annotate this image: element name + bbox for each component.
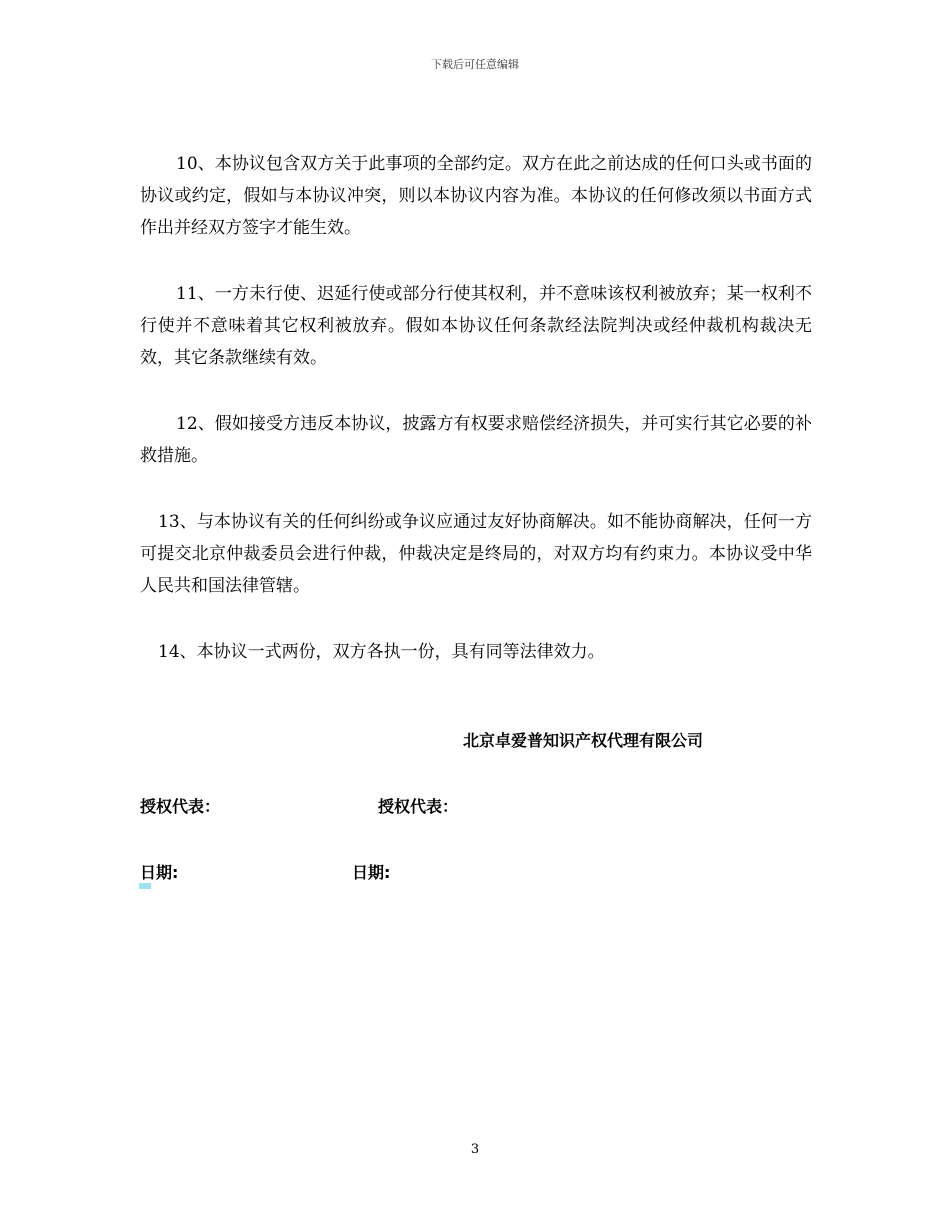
clause-10: 10、本协议包含双方关于此事项的全部约定。双方在此之前达成的任何口头或书面的协议或约定，假如与本协议冲突，则以本协议内容为准。本协议的任何修改须以书面方式作出并经双方签字才能生效。	[140, 154, 812, 238]
company-name: 北京卓爱普知识产权代理有限公司	[463, 731, 704, 750]
text-cursor-highlight[interactable]	[139, 883, 151, 889]
agreement-clauses	[140, 148, 812, 702]
clause-11: 11、一方未行使、迟延行使或部分行使其权利，并不意味该权利被放弃；某一权利不行使并不意味着其它权利被放弃。假如本协议任何条款经法院判决或经仲裁机构裁决无效，其它条款继续有效。	[140, 284, 812, 368]
authorized-rep-label-right: 授权代表：	[378, 797, 459, 816]
header-note: 下载后可任意编辑	[431, 58, 519, 71]
clause-14: 14、本协议一式两份，双方各执一份，具有同等法律效力。	[158, 642, 605, 662]
authorized-rep-label-left: 授权代表：	[140, 797, 221, 816]
page-number: 3	[470, 1142, 480, 1157]
date-label-left: 日期:	[140, 863, 179, 882]
clause-12: 12、假如接受方违反本协议，披露方有权要求赔偿经济损失，并可实行其它必要的补救措施。	[140, 414, 812, 466]
clause-13: 13、与本协议有关的任何纠纷或争议应通过友好协商解决。如不能协商解决，任何一方可提交北京仲裁委员会进行仲裁，仲裁决定是终局的，对双方均有约束力。本协议受中华人民共和国法律管辖。	[140, 512, 812, 596]
date-label-right: 日期:	[352, 863, 391, 882]
